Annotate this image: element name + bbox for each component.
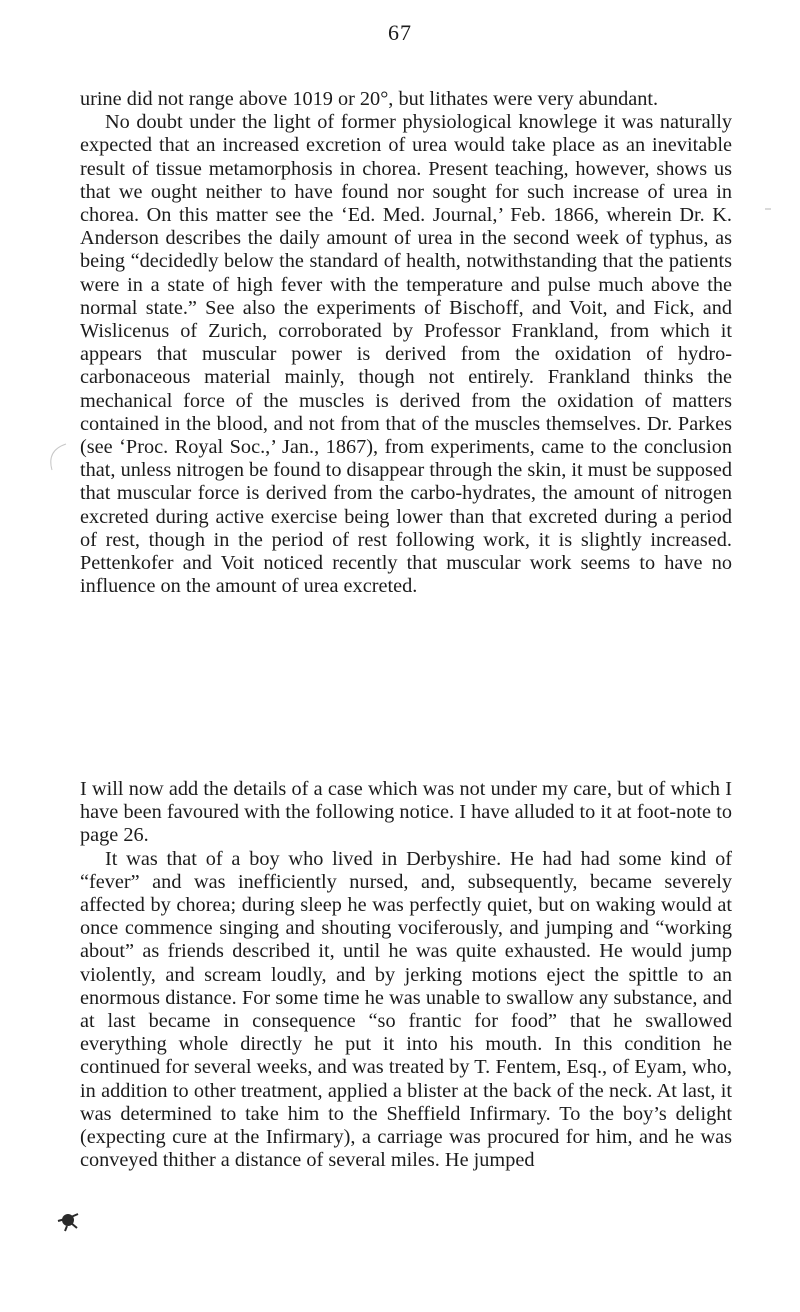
text-section-urea bbox=[80, 88, 732, 598]
margin-speck bbox=[764, 206, 774, 212]
ink-blot-mark bbox=[56, 1208, 80, 1232]
margin-pencil-mark bbox=[44, 440, 68, 480]
paragraph-urea-excretion: No doubt under the light of former physiological knowlege it was naturally expected that an increased excretion of urea would take place as an inevitable result of tissue metamorphosis in chorea. Present teaching, however, shows us that we ought neither to have found nor sought for such increase of urea in chorea. On this matter see the ‘Ed. Med. Journal,’ Feb. 1866, wherein Dr. K. Anderson describes the daily amount of urea in the second week of typhus, as being “decidedly below the standard of health, notwithstanding that the patients were in a state of high fever with the temperature and pulse much above the normal state.” See also the experiments of Bischoff, and Voit, and Fick, and Wislicenus of Zurich, corroborated by Professor Frankland, from which it appears that muscular power is derived from the oxidation of hydro-carbonaceous material mainly, though not entirely. Frankland thinks the mechanical force of the muscles is derived from the oxidation of matters contained in the blood, and not from that of the muscles themselves. Dr. Parkes (see ‘Proc. Royal Soc.,’ Jan., 1867), from experiments, came to the conclusion that, unless nitrogen be found to disappear through the skin, it must be supposed that muscular force is derived from the carbo-hydrates, the amount of nitrogen excreted during active exercise being lower than that excreted during a period of rest, though in the period of rest following work, it is slightly increased. Pettenkofer and Voit noticed recently that muscular work seems to have no influence on the amount of urea excreted. bbox=[80, 111, 732, 598]
text-section-case bbox=[80, 778, 732, 1172]
paragraph-continuation: urine did not range above 1019 or 20°, but lithates were very abundant. bbox=[80, 88, 659, 110]
page-number: 67 bbox=[388, 20, 412, 45]
paragraph-case-details: It was that of a boy who lived in Derbyshire. He had had some kind of “fever” and was inefficiently nursed, and, subsequently, became severely affected by chorea; during sleep he was perfectly quiet, but on waking would at once commence singing and shouting vociferously, and jumping and “working about” as friends described it, until he was quite exhausted. He would jump violently, and scream loudly, and by jerking motions eject the spittle to an enormous distance. For some time he was unable to swallow any substance, and at last became in consequence “so frantic for food” that he swallowed everything whole directly he put it into his mouth. In this condition he continued for several weeks, and was treated by T. Fentem, Esq., of Eyam, who, in addition to other treatment, applied a blister at the back of the neck. At last, it was determined to take him to the Sheffield Infirmary. To the boy’s delight (expecting cure at the Infirmary), a carriage was procured for him, and he was conveyed thither a distance of several miles. He jumped bbox=[80, 847, 732, 1172]
paragraph-case-intro: I will now add the details of a case which was not under my care, but of which I have been favoured with the following notice. I have alluded to it at foot-note to page 26. bbox=[80, 778, 732, 847]
